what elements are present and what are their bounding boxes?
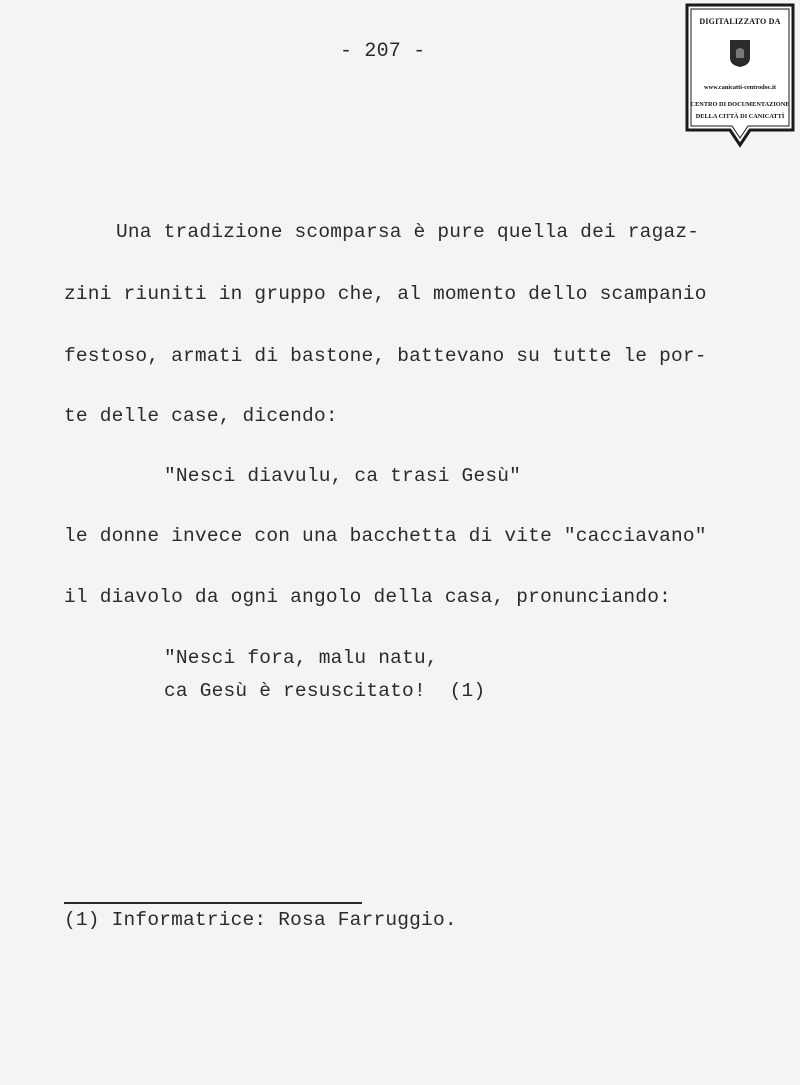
quote-line: "Nesci diavulu, ca trasi Gesù" [164,465,522,487]
stamp-org-line2: DELLA CITTÀ DI CANICATTÌ [695,113,785,120]
page-number: - 207 - [340,40,426,63]
quote-line: "Nesci fora, malu natu, [164,647,438,669]
body-line: Una tradizione scomparsa è pure quella dei ragaz- [116,221,700,243]
footnote: (1) Informatrice: Rosa Farruggio. [64,909,457,931]
digitization-stamp [684,2,796,148]
body-line: il diavolo da ogni angolo della casa, pronunciando: [64,586,671,608]
stamp-heading: DIGITALIZZATO DA [699,17,781,26]
body-line: zini riuniti in gruppo che, al momento dello scampanio [64,283,707,305]
body-line: festoso, armati di bastone, battevano su tutte le por- [64,345,707,367]
city-crest-icon [728,38,752,68]
body-line: te delle case, dicendo: [64,405,338,427]
body-line: le donne invece con una bacchetta di vite "cacciavano" [64,525,707,547]
footnote-divider [64,902,362,904]
stamp-url: www.canicatti-centrodoc.it [704,84,776,91]
stamp-org-line1: CENTRO DI DOCUMENTAZIONE [690,101,790,108]
quote-line: ca Gesù è resuscitato! (1) [164,680,486,702]
